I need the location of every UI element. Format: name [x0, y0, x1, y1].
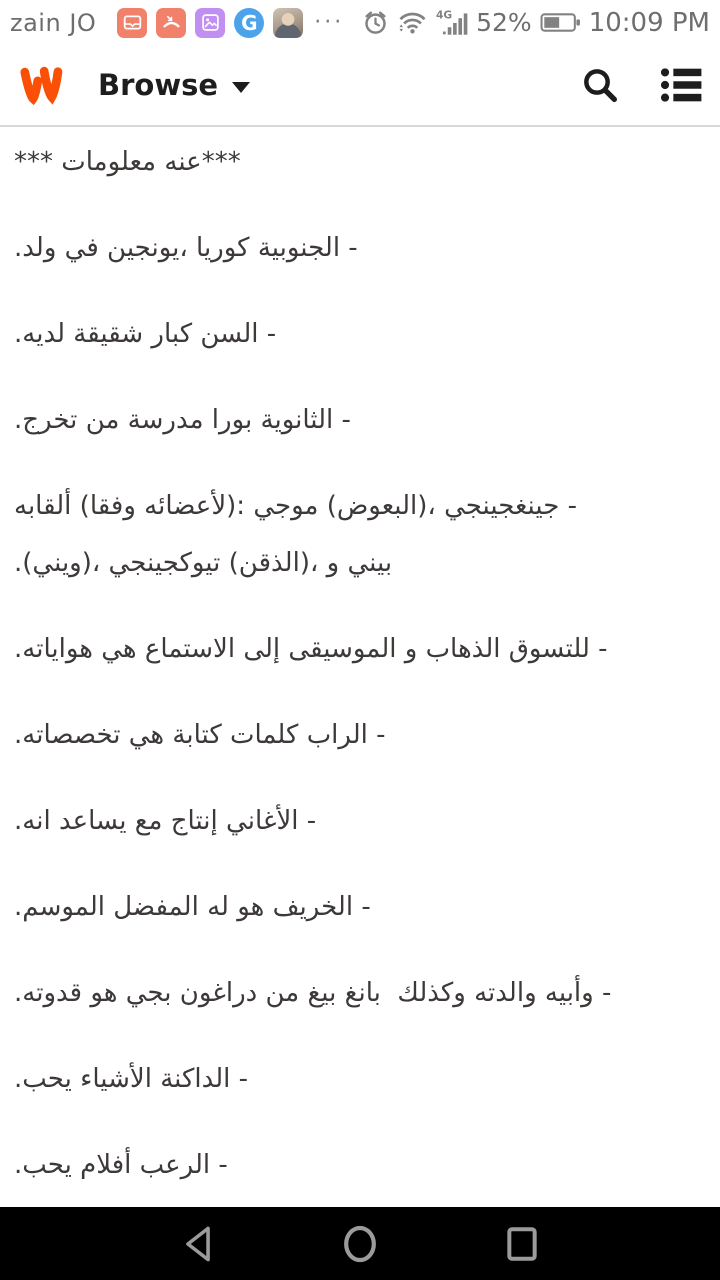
status-bar-left — [10, 8, 344, 38]
reading-list-button[interactable] — [660, 68, 702, 102]
story-text-line: ألقابه‎ (وفقا‎ لأعضائه):‎ موجي‎ (البعوض)،‎ جينغجينجي‎ - — [14, 491, 577, 521]
chevron-down-icon — [232, 82, 250, 93]
gallery-icon — [201, 13, 220, 32]
story-text-line: .تخرج‎ من‎ مدرسة‎ بورا‎ الثانوية‎ - — [14, 405, 351, 435]
story-text-line: .(ويني)،‎ تيوكجينجي‎ (الذقن)،‎ و‎ بيني — [14, 548, 393, 578]
mail-notification-icon — [117, 8, 147, 38]
back-icon — [181, 1225, 215, 1263]
story-text-line: .يحب‎ أفلام‎ الرعب‎ - — [14, 1150, 228, 1180]
back-button[interactable] — [178, 1224, 218, 1264]
home-button[interactable] — [340, 1224, 380, 1264]
clock-label: 10:09 PM — [588, 7, 710, 38]
browse-label: Browse — [98, 68, 219, 102]
google-notification-icon — [234, 8, 264, 38]
android-nav-bar — [0, 1207, 720, 1280]
story-text-line: .تخصصاته‎ هي‎ كتابة‎ كلمات‎ الراب‎ - — [14, 720, 386, 750]
story-text-line: .ولد‎ في‎ يونجين،‎ كوريا‎ الجنوبية‎ - — [14, 233, 358, 263]
home-icon — [341, 1223, 379, 1265]
story-text-line: .قدوته‎ هو‎ بجي‎ دراغون‎ من‎ بيغ‎ بانغ‎ وكذلك‎ والدته‎ وأبيه‎ - — [14, 978, 612, 1008]
list-icon — [660, 68, 702, 102]
wifi-icon — [397, 10, 428, 35]
network-type-label: 4G — [436, 8, 453, 22]
app-bar — [0, 45, 720, 125]
recents-button[interactable] — [502, 1224, 542, 1264]
story-text-line: .الموسم‎ المفضل‎ له‎ هو‎ الخريف‎ - — [14, 892, 371, 922]
status-bar — [0, 0, 720, 45]
story-text-line: .يحب‎ الأشياء‎ الداكنة‎ - — [14, 1064, 249, 1094]
status-bar-right — [362, 8, 710, 38]
signal-icon — [436, 9, 468, 37]
more-notifications-icon: ··· — [314, 10, 345, 35]
recents-icon — [504, 1225, 540, 1263]
missed-call-icon — [162, 13, 181, 32]
story-text-line: .انه‎ يساعد‎ مع‎ إنتاج‎ الأغاني‎ - — [14, 806, 317, 836]
carrier-label: zain JO — [10, 8, 97, 37]
gallery-notification-icon — [195, 8, 225, 38]
wattpad-logo-icon[interactable] — [17, 64, 69, 107]
missed-call-notification-icon — [156, 8, 186, 38]
story-text-line: .هواياته‎ هي‎ الاستماع‎ إلى‎ الموسيقى‎ و‎ الذهاب‎ للتسوق‎ - — [14, 634, 608, 664]
battery-icon — [540, 11, 581, 34]
alarm-icon — [362, 9, 389, 36]
battery-percent-label: 52% — [476, 8, 532, 37]
browse-dropdown-button[interactable] — [68, 68, 250, 102]
mail-icon — [123, 13, 142, 32]
story-text-line: .لديه‎ شقيقة‎ كبار‎ السن‎ - — [14, 319, 277, 349]
search-button[interactable] — [580, 65, 620, 105]
section-heading: *** معلومات‎ عنه‎*** — [14, 147, 241, 177]
story-reading-area — [0, 127, 720, 1207]
search-icon — [580, 65, 620, 105]
google-icon: G — [241, 10, 258, 35]
avatar — [273, 8, 303, 38]
